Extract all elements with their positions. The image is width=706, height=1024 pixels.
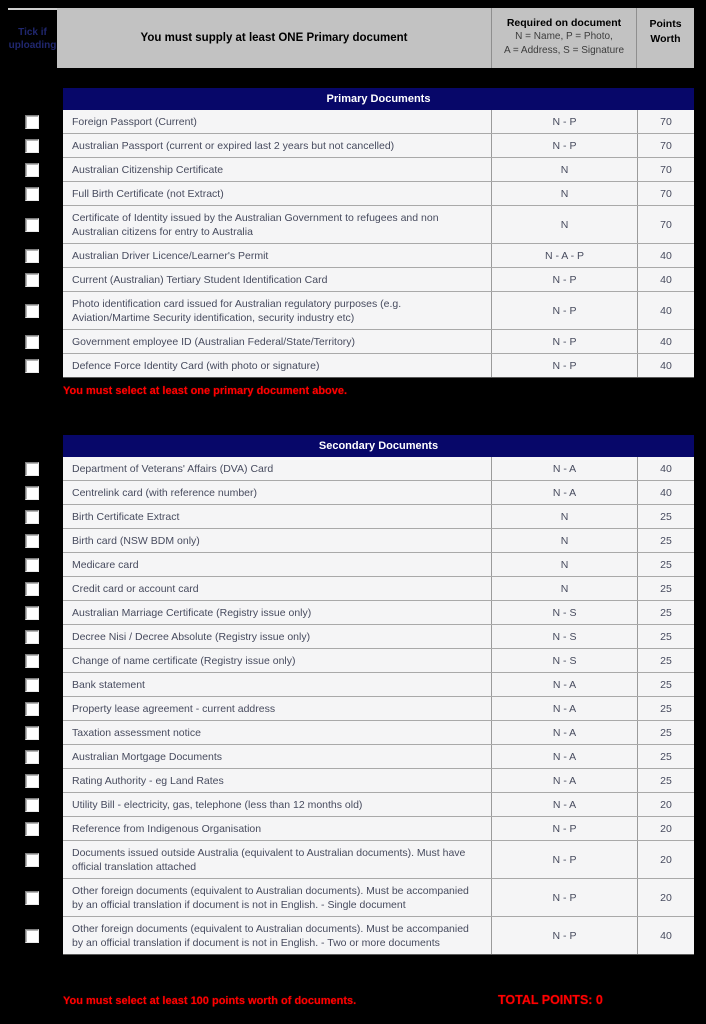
checkbox-cell <box>0 354 63 378</box>
checkbox-cell <box>0 182 63 206</box>
points-value: 40 <box>637 481 694 504</box>
row-checkbox[interactable] <box>25 582 39 596</box>
table-row <box>0 879 706 917</box>
required-codes: N - S <box>491 649 637 672</box>
checkbox-cell <box>0 745 63 769</box>
required-codes: N - S <box>491 625 637 648</box>
row-cells <box>63 769 694 793</box>
points-value: 25 <box>637 769 694 792</box>
table-row <box>0 206 706 244</box>
checkbox-cell <box>0 879 63 917</box>
document-name: Foreign Passport (Current) <box>72 116 197 128</box>
table-row <box>0 182 706 206</box>
table-row <box>0 553 706 577</box>
points-value: 40 <box>637 917 694 954</box>
document-name: Property lease agreement - current address <box>72 703 276 715</box>
table-row <box>0 625 706 649</box>
document-name: Australian Marriage Certificate (Registry issue only) <box>72 607 312 619</box>
row-cells <box>63 182 694 206</box>
row-checkbox[interactable] <box>25 654 39 668</box>
points-value: 70 <box>637 134 694 157</box>
row-cells <box>63 292 694 330</box>
required-codes: N - P <box>491 110 637 133</box>
table-row <box>0 330 706 354</box>
required-codes: N - A <box>491 793 637 816</box>
required-codes: N <box>491 158 637 181</box>
page-footer <box>0 993 706 1013</box>
document-name: Certificate of Identity issued by the Australian Government to refugees and non Australian citizens for entry to Australia <box>72 212 439 238</box>
document-name: Change of name certificate (Registry issue only) <box>72 655 296 667</box>
points-value: 20 <box>637 841 694 878</box>
row-checkbox[interactable] <box>25 774 39 788</box>
points-value: 25 <box>637 745 694 768</box>
points-warning-text: You must select at least 100 points worth of documents. <box>63 995 357 1007</box>
document-name: Documents issued outside Australia (equivalent to Australian documents). Must have official translation attached <box>72 847 466 873</box>
table-row <box>0 793 706 817</box>
table-row <box>0 649 706 673</box>
table-row <box>0 817 706 841</box>
points-value: 70 <box>637 206 694 243</box>
row-cells <box>63 577 694 601</box>
row-cells <box>63 529 694 553</box>
section-warning-text: You must select at least one primary document above. <box>63 385 348 397</box>
row-cells <box>63 625 694 649</box>
tick-label-line1: Tick if <box>18 27 47 38</box>
row-cells <box>63 505 694 529</box>
document-name: Birth Certificate Extract <box>72 511 180 523</box>
points-value: 25 <box>637 505 694 528</box>
points-value: 40 <box>637 292 694 329</box>
document-name: Government employee ID (Australian Federal/State/Territory) <box>72 336 356 348</box>
document-name: Bank statement <box>72 679 145 691</box>
table-row <box>0 673 706 697</box>
checkbox-cell <box>0 206 63 244</box>
table-row <box>0 721 706 745</box>
document-name: Centrelink card (with reference number) <box>72 487 257 499</box>
table-row <box>0 917 706 955</box>
document-name: Photo identification card issued for Australian regulatory purposes (e.g. Aviation/Martime Security identification, security industry etc) <box>72 298 402 324</box>
checkbox-cell <box>0 625 63 649</box>
points-value: 25 <box>637 721 694 744</box>
required-codes: N - P <box>491 879 637 916</box>
document-name: Rating Authority - eg Land Rates <box>72 775 224 787</box>
points-header-line1: Points <box>649 18 682 30</box>
required-codes: N - A <box>491 745 637 768</box>
row-checkbox[interactable] <box>25 273 39 287</box>
row-checkbox[interactable] <box>25 891 39 905</box>
row-cells <box>63 330 694 354</box>
page-title: You must supply at least ONE Primary document <box>140 32 408 44</box>
checkbox-cell <box>0 481 63 505</box>
document-name: Decree Nisi / Decree Absolute (Registry issue only) <box>72 631 311 643</box>
page-header <box>0 0 706 68</box>
table-row <box>0 244 706 268</box>
required-codes: N - A <box>491 673 637 696</box>
row-cells <box>63 553 694 577</box>
required-codes: N - A <box>491 769 637 792</box>
required-codes: N <box>491 577 637 600</box>
row-checkbox[interactable] <box>25 249 39 263</box>
row-checkbox[interactable] <box>25 139 39 153</box>
checkbox-cell <box>0 553 63 577</box>
checkbox-cell <box>0 529 63 553</box>
row-checkbox[interactable] <box>25 678 39 692</box>
checkbox-cell <box>0 292 63 330</box>
table-row <box>0 110 706 134</box>
document-name: Full Birth Certificate (not Extract) <box>72 188 224 200</box>
points-value: 25 <box>637 601 694 624</box>
row-checkbox[interactable] <box>25 726 39 740</box>
row-cells <box>63 158 694 182</box>
points-value: 20 <box>637 793 694 816</box>
table-row <box>0 577 706 601</box>
row-checkbox[interactable] <box>25 822 39 836</box>
document-name: Reference from Indigenous Organisation <box>72 823 262 835</box>
document-name: Credit card or account card <box>72 583 199 595</box>
points-value: 25 <box>637 673 694 696</box>
required-header-line1: Required on document <box>506 17 622 29</box>
row-checkbox[interactable] <box>25 115 39 129</box>
header-bar <box>57 8 694 68</box>
points-value: 40 <box>637 457 694 480</box>
total-points-value: TOTAL POINTS: 0 <box>498 993 603 1007</box>
document-name: Utility Bill - electricity, gas, telephone (less than 12 months old) <box>72 799 363 811</box>
table-row <box>0 601 706 625</box>
required-codes: N - A <box>491 697 637 720</box>
document-name: Department of Veterans' Affairs (DVA) Card <box>72 463 274 475</box>
required-header-line3: A = Address, S = Signature <box>503 45 625 56</box>
required-codes: N - P <box>491 268 637 291</box>
row-checkbox[interactable] <box>25 630 39 644</box>
points-value: 25 <box>637 625 694 648</box>
document-name: Birth card (NSW BDM only) <box>72 535 200 547</box>
table-row <box>0 505 706 529</box>
tick-if-uploading-label <box>8 8 57 68</box>
row-cells <box>63 697 694 721</box>
row-cells <box>63 244 694 268</box>
points-value: 70 <box>637 110 694 133</box>
checkbox-cell <box>0 110 63 134</box>
row-checkbox[interactable] <box>25 335 39 349</box>
required-codes: N - P <box>491 841 637 878</box>
table-row <box>0 697 706 721</box>
points-value: 25 <box>637 529 694 552</box>
table-row <box>0 268 706 292</box>
checkbox-cell <box>0 917 63 955</box>
checkbox-cell <box>0 769 63 793</box>
document-name: Other foreign documents (equivalent to Australian documents). Must be accompanied by an official translation if document is not in English. - Single document <box>72 885 469 911</box>
points-value: 70 <box>637 158 694 181</box>
tick-label-line2: uploading <box>8 40 57 51</box>
checkbox-cell <box>0 721 63 745</box>
required-codes: N <box>491 182 637 205</box>
row-checkbox[interactable] <box>25 929 39 943</box>
required-codes: N - P <box>491 330 637 353</box>
checkbox-cell <box>0 244 63 268</box>
checkbox-cell <box>0 793 63 817</box>
row-checkbox[interactable] <box>25 359 39 373</box>
document-name: Australian Passport (current or expired last 2 years but not cancelled) <box>72 140 395 152</box>
table-row <box>0 292 706 330</box>
checkbox-cell <box>0 673 63 697</box>
section-header-bar <box>63 435 694 457</box>
table-row <box>0 745 706 769</box>
required-codes: N <box>491 529 637 552</box>
checkbox-cell <box>0 817 63 841</box>
checkbox-cell <box>0 158 63 182</box>
row-checkbox[interactable] <box>25 510 39 524</box>
table-row <box>0 841 706 879</box>
document-sections <box>0 88 706 955</box>
points-value: 20 <box>637 817 694 840</box>
row-checkbox[interactable] <box>25 163 39 177</box>
row-cells <box>63 841 694 879</box>
required-codes: N - P <box>491 817 637 840</box>
document-name: Medicare card <box>72 559 139 571</box>
table-row <box>0 354 706 378</box>
section-rows <box>0 457 706 955</box>
row-checkbox[interactable] <box>25 606 39 620</box>
points-value: 70 <box>637 182 694 205</box>
table-row <box>0 158 706 182</box>
row-cells <box>63 793 694 817</box>
required-codes: N - A <box>491 481 637 504</box>
row-checkbox[interactable] <box>25 304 39 318</box>
checkbox-cell <box>0 577 63 601</box>
checkbox-cell <box>0 841 63 879</box>
checkbox-cell <box>0 457 63 481</box>
document-section <box>0 88 706 397</box>
row-cells <box>63 745 694 769</box>
required-codes: N - S <box>491 601 637 624</box>
table-row <box>0 134 706 158</box>
points-value: 40 <box>637 330 694 353</box>
row-cells <box>63 134 694 158</box>
row-cells <box>63 817 694 841</box>
row-cells <box>63 206 694 244</box>
required-codes: N - P <box>491 354 637 377</box>
document-name: Australian Driver Licence/Learner's Permit <box>72 250 269 262</box>
checkbox-cell <box>0 601 63 625</box>
row-checkbox[interactable] <box>25 534 39 548</box>
required-codes: N <box>491 553 637 576</box>
row-cells <box>63 268 694 292</box>
row-cells <box>63 110 694 134</box>
points-value: 25 <box>637 649 694 672</box>
document-section <box>0 435 706 955</box>
row-cells <box>63 649 694 673</box>
row-cells <box>63 673 694 697</box>
row-cells <box>63 601 694 625</box>
table-row <box>0 769 706 793</box>
document-name: Defence Force Identity Card (with photo or signature) <box>72 360 320 372</box>
checkbox-cell <box>0 268 63 292</box>
row-checkbox[interactable] <box>25 750 39 764</box>
row-checkbox[interactable] <box>25 798 39 812</box>
points-value: 25 <box>637 697 694 720</box>
row-checkbox[interactable] <box>25 702 39 716</box>
required-codes: N - P <box>491 917 637 954</box>
section-header-bar <box>63 88 694 110</box>
row-checkbox[interactable] <box>25 558 39 572</box>
document-name: Current (Australian) Tertiary Student Identification Card <box>72 274 328 286</box>
required-codes: N <box>491 505 637 528</box>
row-cells <box>63 457 694 481</box>
section-title: Primary Documents <box>326 93 431 105</box>
points-value: 40 <box>637 244 694 267</box>
document-name: Australian Mortgage Documents <box>72 751 222 763</box>
points-value: 40 <box>637 268 694 291</box>
section-rows <box>0 110 706 378</box>
row-cells <box>63 481 694 505</box>
section-title: Secondary Documents <box>318 440 439 452</box>
required-on-document-header <box>491 8 637 68</box>
row-checkbox[interactable] <box>25 187 39 201</box>
points-value: 20 <box>637 879 694 916</box>
row-checkbox[interactable] <box>25 486 39 500</box>
points-value: 25 <box>637 577 694 600</box>
points-header-line2: Worth <box>650 33 681 45</box>
row-cells <box>63 917 694 955</box>
row-checkbox[interactable] <box>25 218 39 232</box>
row-cells <box>63 354 694 378</box>
table-row <box>0 529 706 553</box>
row-cells <box>63 721 694 745</box>
required-codes: N - A <box>491 457 637 480</box>
points-worth-header <box>637 8 694 68</box>
checkbox-cell <box>0 697 63 721</box>
table-row <box>0 481 706 505</box>
row-cells <box>63 879 694 917</box>
row-checkbox[interactable] <box>25 462 39 476</box>
document-name: Other foreign documents (equivalent to Australian documents). Must be accompanied by an official translation if document is not in English. - Two or more documents <box>72 923 469 949</box>
required-codes: N <box>491 206 637 243</box>
points-value: 25 <box>637 553 694 576</box>
checkbox-cell <box>0 505 63 529</box>
checkbox-cell <box>0 330 63 354</box>
required-codes: N - A - P <box>491 244 637 267</box>
required-codes: N - P <box>491 134 637 157</box>
table-row <box>0 457 706 481</box>
document-name: Australian Citizenship Certificate <box>72 164 224 176</box>
points-value: 40 <box>637 354 694 377</box>
required-codes: N - P <box>491 292 637 329</box>
checkbox-cell <box>0 134 63 158</box>
required-header-line2: N = Name, P = Photo, <box>515 31 613 42</box>
required-codes: N - A <box>491 721 637 744</box>
checkbox-cell <box>0 649 63 673</box>
row-checkbox[interactable] <box>25 853 39 867</box>
document-name: Taxation assessment notice <box>72 727 201 739</box>
